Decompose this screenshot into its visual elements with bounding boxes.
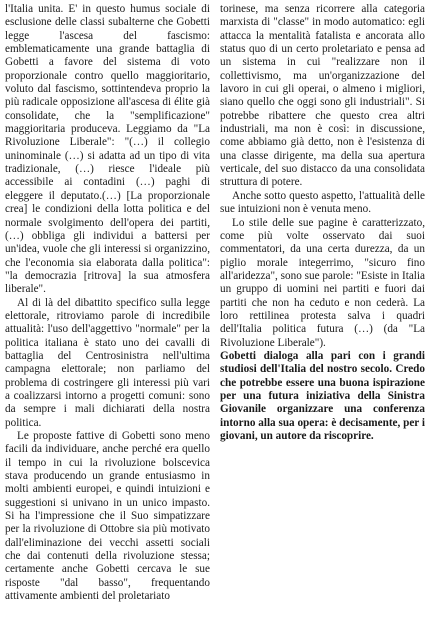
- paragraph: Lo stile delle sue pagine è caratterizzato, come più volte osservato dai suoi commentatori, da una certa durezza, da un piglio morale integerrimo, "sicuro fino all'aridezza", sono sue parole: "Esiste in Italia un gruppo di uomini nei partiti e fuori dai partiti che non ha ceduto e non cederà. La loro rettilinea protesta salva i quadri dell'Italia politica futura (…) (da "La Rivoluzione Liberale").: [220, 216, 425, 349]
- paragraph: l'Italia unita. E' in questo humus sociale di esclusione delle classi subalterne che Gobetti legge l'ascesa del fascismo: emblematicamente una grande battaglia di Gobetti a favore del sistema di voto proporzionale contro quello maggioritario, voluto dal fascismo, sottintendeva proprio la più radicale opposizione all'ascesa di élite già consolidate, che la "semplificazione" maggioritaria produceva. Leggiamo da "La Rivoluzione Liberale": "(…) il collegio uninominale (…) si adatta ad un tipo di vita tradizionale, (…) riesce l'ideale più accessibile ai contadini (…) paghi di eleggere il deputato.(…) [La proporzionale crea] le condizioni della lotta politica e del normale svolgimento dell'opera dei partiti, (…) obbliga gli individui a battersi per un'idea, vuole che gli interessi si organizzino, che l'economia sia elaborata dalla politica": "la democrazia [ritrova] la sua atmosfera liberale".: [5, 3, 210, 296]
- paragraph-closing: Gobetti dialoga alla pari con i grandi studiosi dell'Italia del nostro secolo. Credo che potrebbe essere una buona ispirazione per una futura iniziativa della Sinistra Giovanile organizzare una conferenza intorno alla sua opera: è decisamente, per i giovani, un autore da riscoprire.: [220, 349, 425, 442]
- paragraph: torinese, ma senza ricorrere alla categoria marxista di "classe" in modo automatico: egli attacca la mentalità fatalista e ancorata allo status quo di un certo proletariato e pensa ad un sistema in cui "realizzare non il collettivismo, ma un'organizzazione del lavoro in cui gli operai, o almeno i migliori, siano quello che oggi sono gli industriali". Si potrebbe ribattere che questo crea altri industriali, ma non è così: in discussione, come abbiamo già detto, non è l'esistenza di una classe dirigente, ma della sua apertura verticale, del suo distacco da una consolidata struttura di potere.: [220, 3, 425, 189]
- paragraph: Le proposte fattive di Gobetti sono meno facili da individuare, anche perché era quello il tempo in cui la rivoluzione bolscevica stava producendo un grande entusiasmo in molti ambienti europei, e quindi intuizioni e suggestioni si univano in un unico impasto. Si ha l'impressione che il Suo simpatizzare per la rivoluzione di Ottobre sia più motivato dall'eliminazione dei vecchi assetti sociali che dai contenuti della rivoluzione stessa; certamente anche Gobetti cercava le sue risposte "dal basso", frequentando attivamente ambienti del proletariato: [5, 430, 210, 603]
- paragraph: Anche sotto questo aspetto, l'attualità delle sue intuizioni non è venuta meno.: [220, 189, 425, 216]
- paragraph: Al di là del dibattito specifico sulla legge elettorale, ritroviamo parole di incredibile attualità: l'uso dell'aggettivo "normale" per la politica italiana è stato uno dei cavalli di battaglia del Centrosinistra nell'ultima campagna elettorale; non parliamo del problema di costringere gli interessi più vari a coalizzarsi intorno a progetti comuni: sono da sempre i mali dichiarati della nostra politica.: [5, 296, 210, 429]
- right-column: [220, 3, 425, 627]
- left-column: [5, 3, 210, 627]
